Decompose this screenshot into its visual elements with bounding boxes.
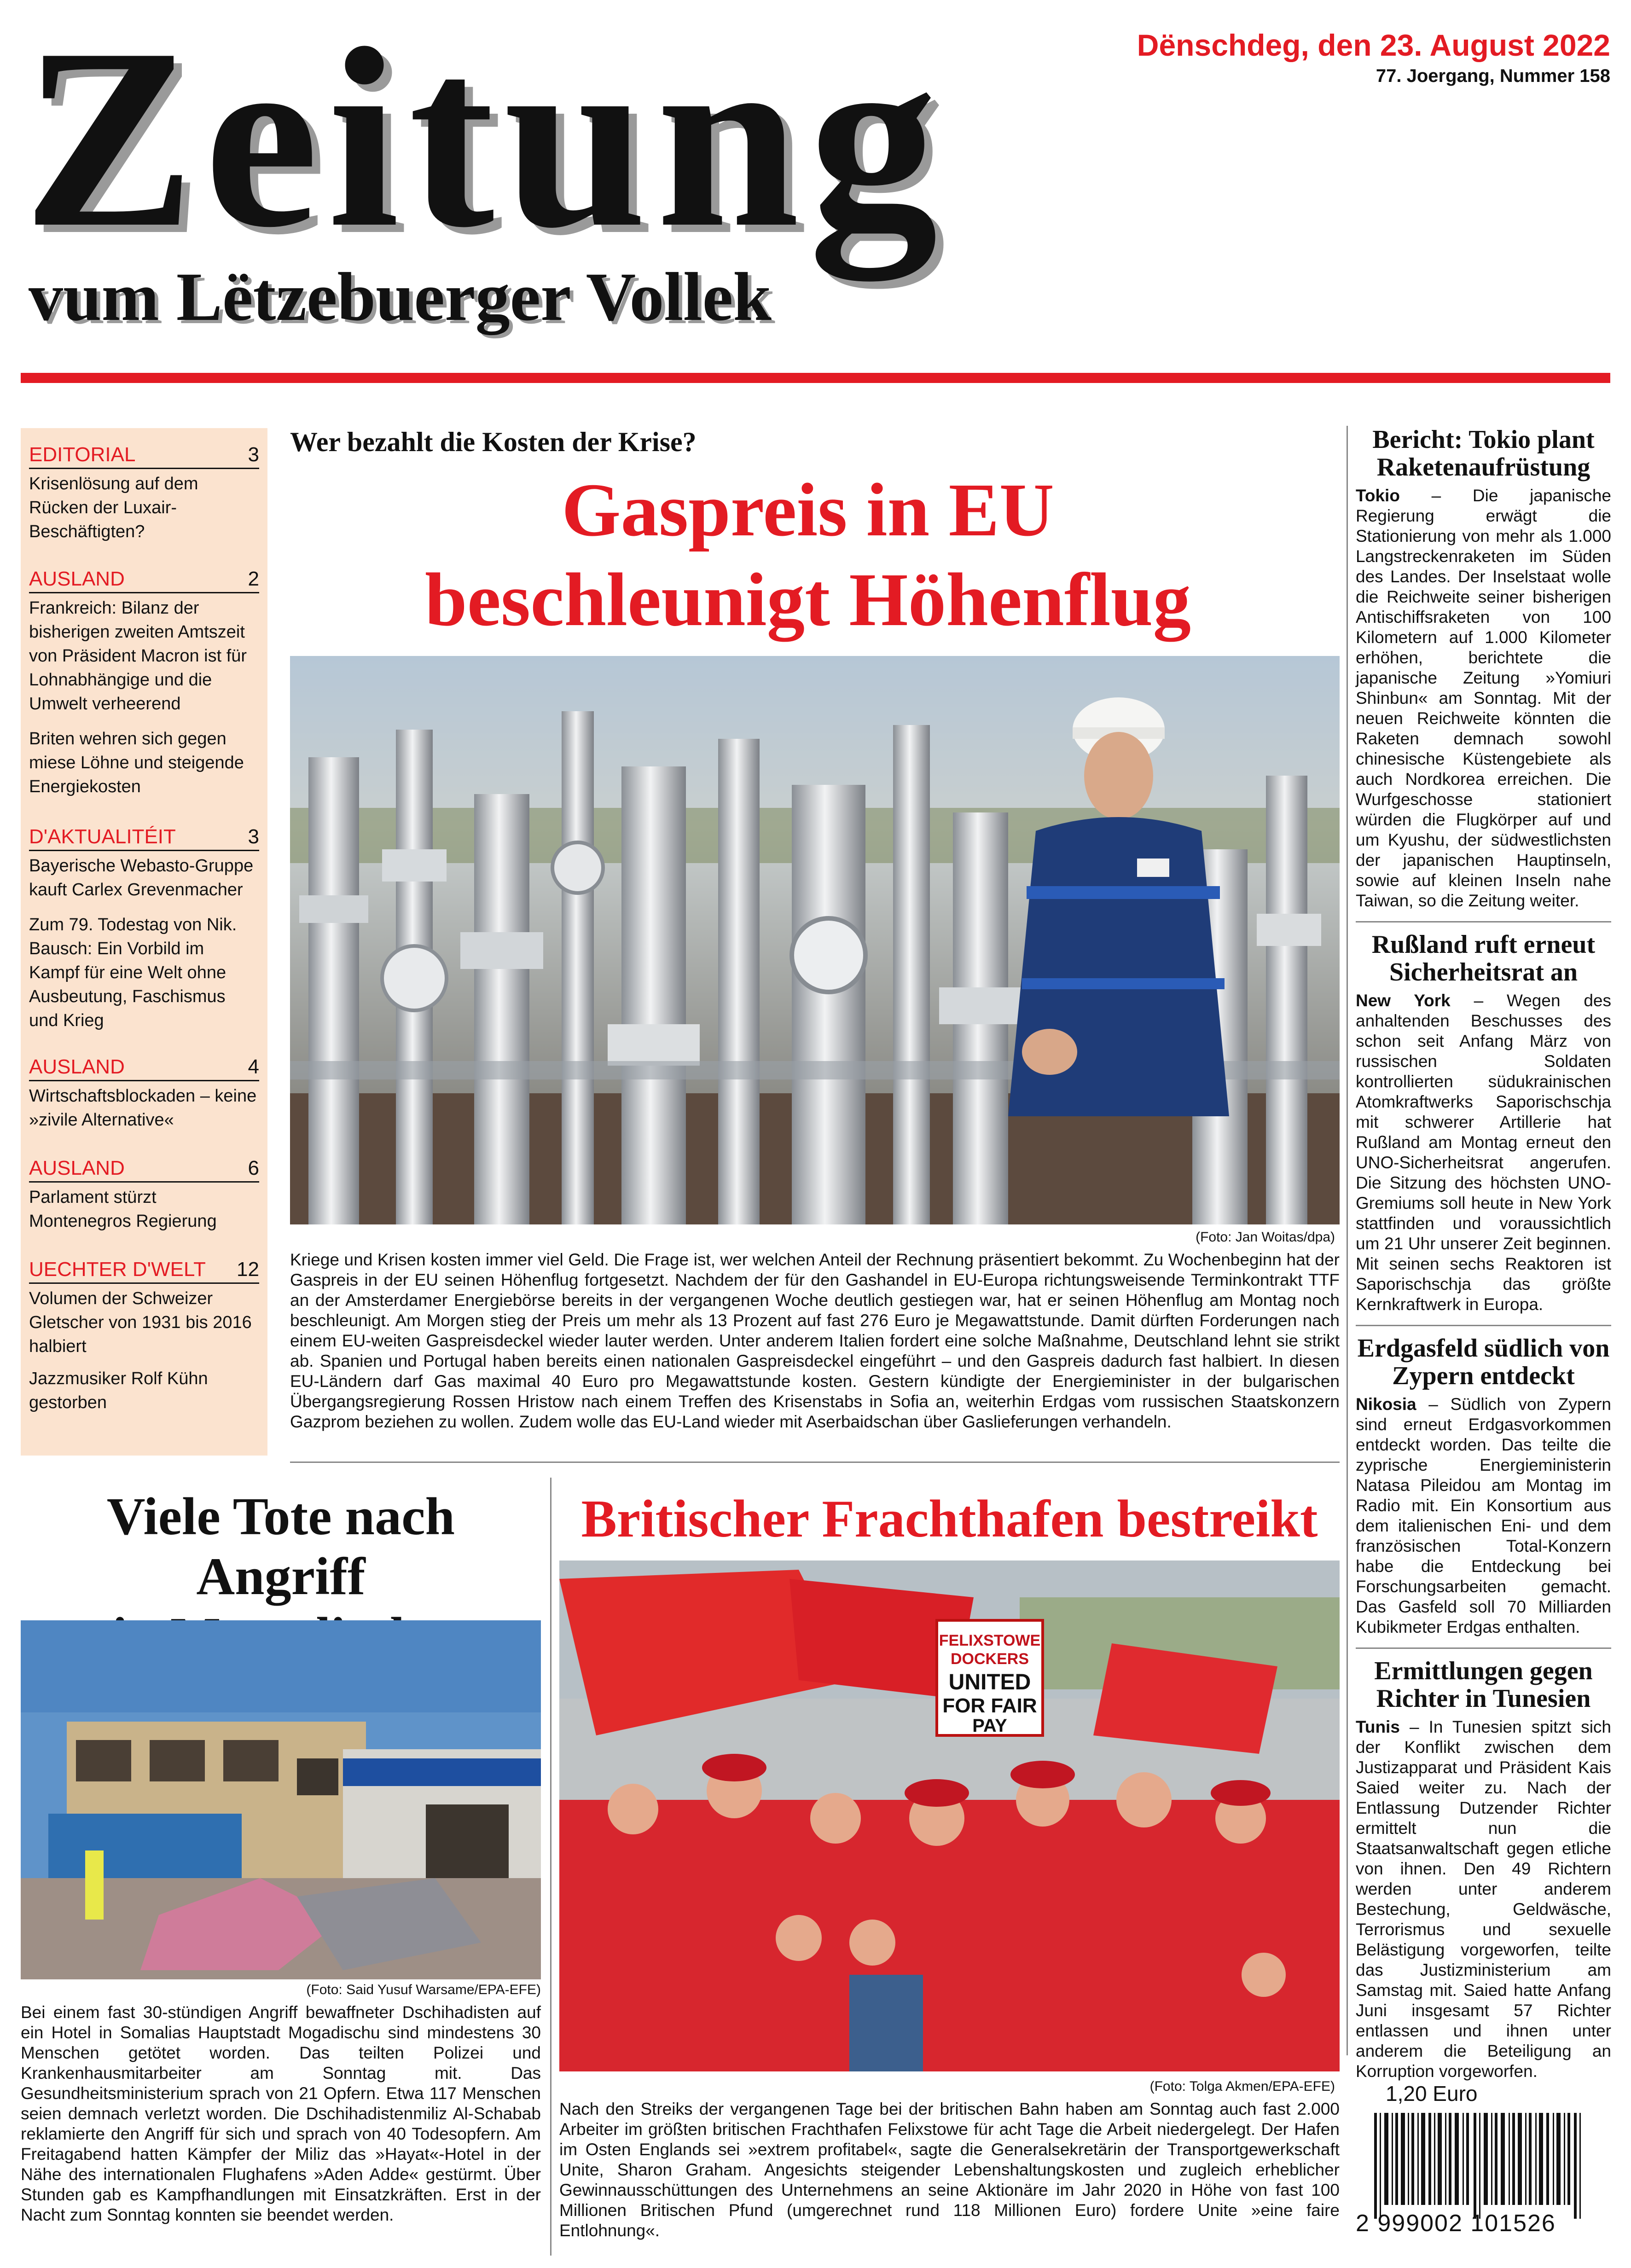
brief-headline: Erdgasfeld südlich von Zypern entdeckt — [1357, 1334, 1610, 1390]
mogadishu-body: Bei einem fast 30-stündigen Angriff bewaffneter Dschihadisten auf ein Hotel in Somalias Hauptstadt Mogadischu sind mindestens 30 Menschen getötet worden. Das teilten Polizei und Krankenhausmitarbeiter am Sonntag mit. Das Gesundheitsministerium sprach von 21 Opfern. Etwa 117 Menschen seien demnach verletzt worden. Die Dschihadistenmiliz Al-Schabab reklamierte den Angriff für sich und sprach von 40 Todesopfern. Am Freitagabend hatten Kämpfer der Miliz das »Hayat«-Hotel in der Nähe des internationalen Flughafens »Aden Adde« gestürmt. Über Stunden gab es Kampfhandlungen mit Einsatzkräften. Erst in der Nacht zum Sonntag konnten sie beendet werden. — [21, 2003, 541, 2224]
brief-divider — [1356, 921, 1611, 922]
sidebar-page-number: 12 — [237, 1258, 259, 1281]
brief-text: – In Tunesien spitzt sich der Konflikt zwischen dem Justizapparat und Präsident Kais Saied weiter zu. Nach der Entlassung Dutzender Richter ermittelt nun die Staatsanwaltschaft gegen etliche von ihnen. Den 49 Richtern werden unter anderem Bestechung, Geldwäsche, Terrorismus und sexuelle Belästigung vorgeworfen, teilte das Justizministerium am Samstag mit. Saied hatte Anfang Juni insgesamt 57 Richter entlassen und ihnen unter anderem die Beteiligung an Korruption vorgeworfen. — [1356, 1717, 1611, 2081]
brief-dateline: Nikosia — [1356, 1395, 1416, 1414]
brief-dateline: New York — [1356, 991, 1451, 1010]
section-divider — [290, 1462, 1340, 1463]
mogadishu-photo-caption: (Foto: Said Yusuf Warsame/EPA-EFE) — [306, 1982, 541, 1997]
sidebar-teaser: Bayerische Webasto-Gruppe kauft Carlex Grevenmacher — [29, 856, 254, 899]
brief-dateline: Tokio — [1356, 486, 1400, 505]
sidebar-teaser: Frankreich: Bilanz der bisherigen zweiten Amtszeit von Präsident Macron ist für Lohnabhängige und die Umwelt verheerend — [29, 598, 247, 713]
felixstowe-body: Nach den Streiks der vergangenen Tage bei der britischen Bahn haben am Sonntag auch fast 2.000 Arbeiter im größten britischen Frachthafen Felixstowe für acht Tage die Arbeit niedergelegt. Der Hafen im Osten Englands sei »extrem profitabel«, sagte die Generalsekretärin der Transportgewerkschaft Unite, Sharon Graham. Angesichts steigender Lebenshaltungskosten und zugleich erheblicher Gewinnausschüttungen des Unternehmens an seine Aktionäre im Jahr 2020 in Höhe von fast 100 Millionen Britischen Pfund (umgerechnet rund 118 Millionen Euro) fordere Unite »eine faire Entlohnung«. — [559, 2100, 1340, 2240]
brief-article[interactable] — [1356, 931, 1611, 1315]
lead-headline[interactable] — [290, 465, 1326, 644]
sidebar-teaser: Parlament stürzt Montenegros Regierung — [29, 1188, 217, 1231]
brief-headline: Rußland ruft erneut Sicherheitsrat an — [1371, 930, 1596, 986]
sidebar-page-number: 2 — [248, 568, 259, 590]
sidebar-section-title: AUSLAND — [29, 568, 125, 590]
sidebar-section[interactable] — [29, 1257, 259, 1415]
sidebar-section-title: UECHTER D'WELT — [29, 1258, 206, 1281]
issue-date: Dënschdeg, den 23. August 2022 — [1137, 28, 1610, 62]
strike-sign-text: FELIXSTOWE — [939, 1632, 1041, 1649]
sidebar-page-number: 3 — [248, 443, 259, 466]
strike-sign-text-line: PAY — [972, 1716, 1007, 1736]
sidebar-teaser: Volumen der Schweizer Gletscher von 1931 bis 2016 halbiert — [29, 1289, 252, 1356]
gas-facility-photo — [290, 656, 1340, 1224]
felixstowe-photo-caption: (Foto: Tolga Akmen/EPA-EFE) — [1149, 2079, 1335, 2094]
sidebar-section[interactable] — [29, 1155, 259, 1233]
brief-text: – Südlich von Zypern sind erneut Erdgasvorkommen entdeckt worden. Das teilte die zyprische Energieministerin Natasa Pileidou am Montag im Radio mit. Ein Konsortium aus dem italienischen Eni- und dem französischen Total-Konzern habe die Entdeckung bei Forschungsarbeiten gemacht. Das Gasfeld soll 70 Milliarden Kubikmeter Erdgas enthalten. — [1356, 1395, 1611, 1636]
sidebar-teaser: Jazzmusiker Rolf Kühn gestorben — [29, 1369, 208, 1412]
brief-headline: Ermittlungen gegen Richter in Tunesien — [1374, 1657, 1593, 1713]
sidebar-teaser: Wirtschaftsblockaden – keine »zivile Alternative« — [29, 1086, 257, 1130]
brief-article[interactable] — [1356, 1657, 1611, 2082]
brief-text: – Die japanische Regierung erwägt die Stationierung von mehr als 1.000 Langstreckenraketen im Süden des Landes. Der Inselstaat wolle die Reichweite seiner bisherigen Antischiffsraketen von 100 Kilometern auf 1.000 Kilometer erhöhen, berichtete die japanische Zeitung »Yomiuri Shinbun« am Sonntag. Mit der neuen Reichweite könnten die Raketen demnach sowohl chinesische Küstengebiete als auch Nordkorea erreichen. Die Wurfgeschosse stationiert würden die Flugkörper auf und um Kyushu, der südwestlichsten der japanischen Hauptinseln, sowie auf kleinen Inseln nahe Taiwan, so die Zeitung weiter. — [1356, 486, 1611, 910]
column-divider — [550, 1478, 551, 2256]
sidebar-teaser: Zum 79. Todestag von Nik. Bausch: Ein Vorbild im Kampf für eine Welt ohne Ausbeutung, Faschismus und Krieg — [29, 915, 237, 1030]
strike-sign-text-line: FOR FAIR — [942, 1694, 1037, 1717]
issue-number: 77. Joergang, Nummer 158 — [1376, 66, 1610, 86]
sidebar-section[interactable] — [29, 442, 259, 544]
damaged-hotel-photo — [21, 1620, 541, 1979]
sidebar-teaser: Briten wehren sich gegen miese Löhne und steigende Energiekosten — [29, 729, 244, 796]
sidebar-page-number: 3 — [248, 825, 259, 848]
brief-article[interactable] — [1356, 426, 1611, 911]
sidebar-section-title: EDITORIAL — [29, 443, 136, 466]
felixstowe-headline[interactable]: Britischer Frachthafen bestreikt — [581, 1490, 1318, 1549]
lead-body: Kriege und Krisen kosten immer viel Geld. Die Frage ist, wer welchen Anteil der Rechnung präsentiert bekommt. Zu Wochenbeginn hat der Gaspreis in der EU seinen Höhenflug fortgesetzt. Nachdem der für den Gashandel in EU-Europa richtungsweisende Terminkontrakt TTF an der Amsterdamer Energiebörse bereits in der vergangenen Woche deutlich gestiegen war, hat er seinen Höhenflug am Montag noch beschleunigt. Am Morgen stieg der Preis um mehr als 13 Prozent auf fast 276 Euro je Megawattstunde. Damit dürften Forderungen nach einem EU-weiten Gaspreisdeckel wieder lauter werden. Unter anderem Italien fordert eine solche Maßnahme, Deutschland lehnt sie strikt ab. Spanien und Portugal haben bereits einen nationalen Gaspreisdeckel eingeführt – und den Gaspreis dadurch fast halbiert. In diesen EU-Ländern darf Gas maximal 40 Euro pro Megawattstunde kosten. Gestern kündigte der Energieminister in der bulgarischen Übergangsregierung Rossen Hristow nach einem Treffen des Krisenstabs in Sofia an, weiterhin Erdgas vom russischen Staatskonzern Gazprom beziehen zu wollen. Zudem wolle das EU-Land wieder mit Aserbaidschan über Gaslieferungen verhandeln. — [290, 1250, 1340, 1431]
sidebar-section[interactable] — [29, 566, 259, 799]
brief-dateline: Tunis — [1356, 1717, 1400, 1736]
masthead-title: Zeitung — [23, 0, 947, 281]
brief-text: – Wegen des anhaltenden Beschusses des schon seit Anfang März von russischen Soldaten kontrollierten südukrainischen Atomkraftwerks Saporischschja mit schwerer Artillerie hat Rußland am Montag erneut den UNO-Sicherheitsrat angerufen. Die Sitzung des höchsten UNO-Gremiums soll heute in New York stattfinden und voraussichtlich um 21 Uhr unserer Zeit beginnen. Mit seinen sechs Reaktoren ist Saporischschja das größte Kernkraftwerk in Europa. — [1356, 991, 1612, 1314]
mogadishu-headline-line: Viele Tote nach Angriff — [106, 1487, 455, 1606]
sidebar-section-title: D'AKTUALITÉIT — [29, 825, 176, 848]
brief-article[interactable] — [1356, 1334, 1611, 1637]
sidebar-teaser: Krisenlösung auf dem Rücken der Luxair-Beschäftigten? — [29, 474, 198, 541]
column-divider — [1347, 426, 1348, 2055]
sidebar-section-title: AUSLAND — [29, 1157, 125, 1179]
strike-sign-text-line: UNITED — [948, 1670, 1031, 1694]
brief-divider — [1356, 1647, 1611, 1649]
sidebar-contents — [21, 428, 267, 1456]
brief-divider — [1356, 1325, 1611, 1326]
brief-column — [1356, 426, 1611, 2082]
strike-crowd-photo — [559, 1560, 1340, 2071]
sidebar-section-title: AUSLAND — [29, 1056, 125, 1078]
sidebar-section[interactable] — [29, 1054, 259, 1132]
masthead-subtitle: vum Lëtzebuerger Vollek — [29, 259, 772, 335]
barcode-number: 2 999002 101526 — [1356, 2210, 1556, 2237]
price: 1,20 Euro — [1386, 2082, 1478, 2106]
lead-kicker: Wer bezahlt die Kosten der Krise? — [290, 427, 697, 457]
lead-headline-line: beschleunigt Höhenflug — [424, 557, 1191, 642]
brief-headline: Bericht: Tokio plant Raketenaufrüstung — [1372, 425, 1595, 481]
sidebar-page-number: 4 — [248, 1056, 259, 1078]
lead-photo-caption: (Foto: Jan Woitas/dpa) — [1196, 1230, 1335, 1245]
sidebar-section[interactable] — [29, 824, 259, 1032]
lead-headline-line: Gaspreis in EU — [562, 468, 1054, 552]
sidebar-page-number: 6 — [248, 1157, 259, 1179]
masthead-rule — [21, 373, 1610, 383]
strike-sign-text-line: DOCKERS — [950, 1650, 1029, 1668]
